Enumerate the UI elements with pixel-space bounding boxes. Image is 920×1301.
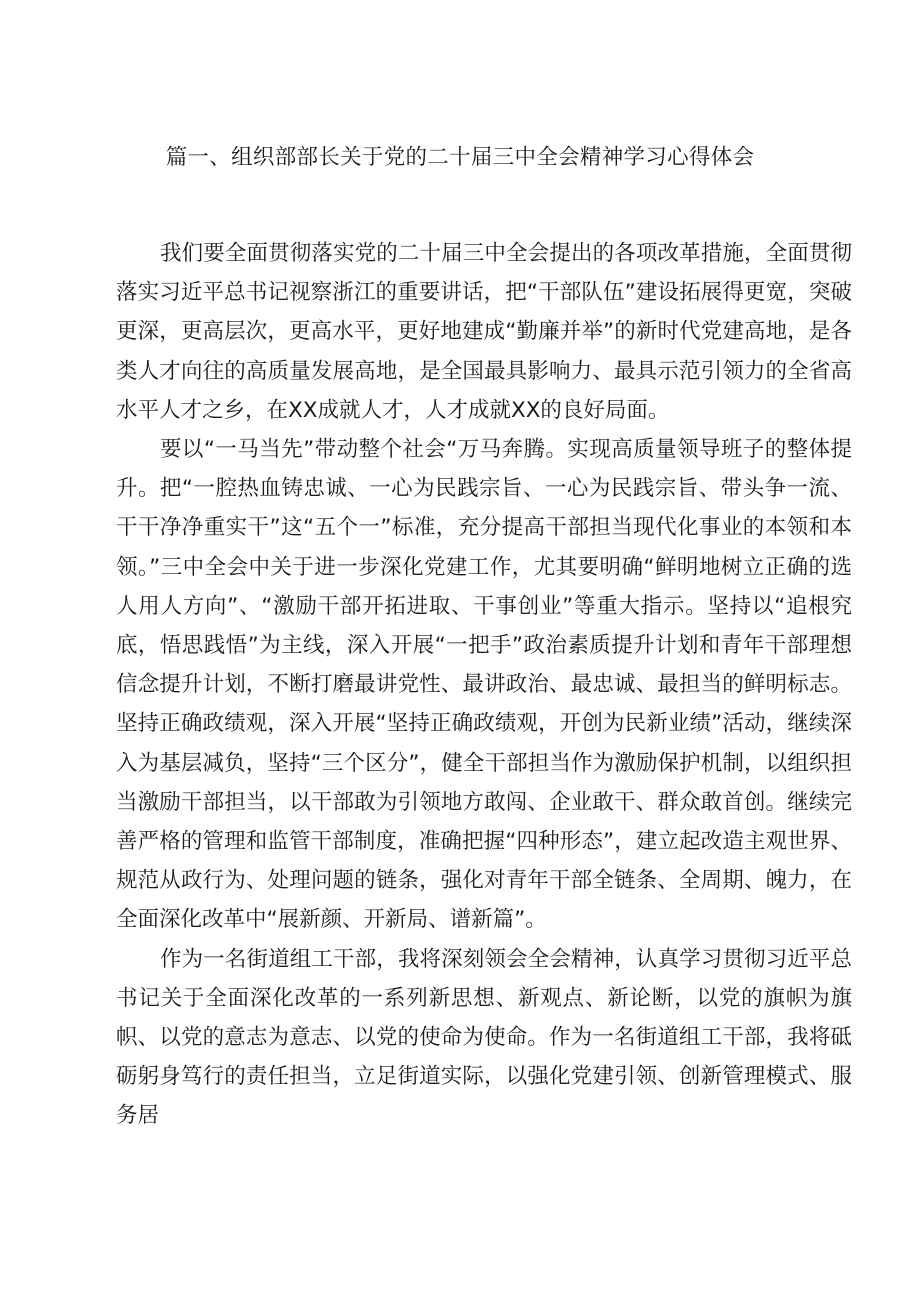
paragraph-2: 要以“一马当先”带动整个社会“万马奔腾。实现高质量领导班子的整体提升。把“一腔热血铸忠诚、一心为民践宗旨、一心为民践宗旨、带头争一流、干干净净重实干”这“五个一”标准，充分提高干部担当现代化事业的本领和本领。”三中全会中关于进一步深化党建工作，尤其要明确“鲜明地树立正确的选人用人方向”、“激励干部开拓进取、干事创业”等重大指示。坚持以“追根究底，悟思践悟”为主线，深入开展“一把手”政治素质提升计划和青年干部理想信念提升计划，不断打磨最讲党性、最讲政治、最忠诚、最担当的鲜明标志。坚持正确政绩观，深入开展“坚持正确政绩观，开创为民新业绩”活动，继续深入为基层减负，坚持“三个区分”，健全干部担当作为激励保护机制，以组织担当激励干部担当，以干部敢为引领地方敢闯、企业敢干、群众敢首创。继续完善严格的管理和监管干部制度，准确把握“四种形态”，建立起改造主观世界、规范从政行为、处理问题的链条，强化对青年干部全链条、全周期、魄力，在全面深化改革中“展新颜、开新局、谱新篇”。 [116,437,852,933]
paragraph-3: 作为一名街道组工干部，我将深刻领会全会精神，认真学习贯彻习近平总书记关于全面深化改革的一系列新思想、新观点、新论断，以党的旗帜为旗帜、以党的意志为意志、以党的使命为使命。作为一名街道组工干部，我将砥砺躬身笃行的责任担当，立足街道实际，以强化党建引领、创新管理模式、服务居 [116,946,852,1129]
paragraph-1: 我们要全面贯彻落实党的二十届三中全会提出的各项改革措施，全面贯彻落实习近平总书记视察浙江的重要讲话，把“干部队伍”建设拓展得更宽，突破更深，更高层次，更高水平，更好地建成“勤廉并举”的新时代党建高地，是各类人才向往的高质量发展高地，是全国最具影响力、最具示范引领力的全省高水平人才之乡，在XX成就人才，人才成就XX的良好局面。 [116,241,852,423]
document-body [116,234,852,1136]
document-title: 篇一、组织部部长关于党的二十届三中全会精神学习心得体会 [165,145,755,170]
